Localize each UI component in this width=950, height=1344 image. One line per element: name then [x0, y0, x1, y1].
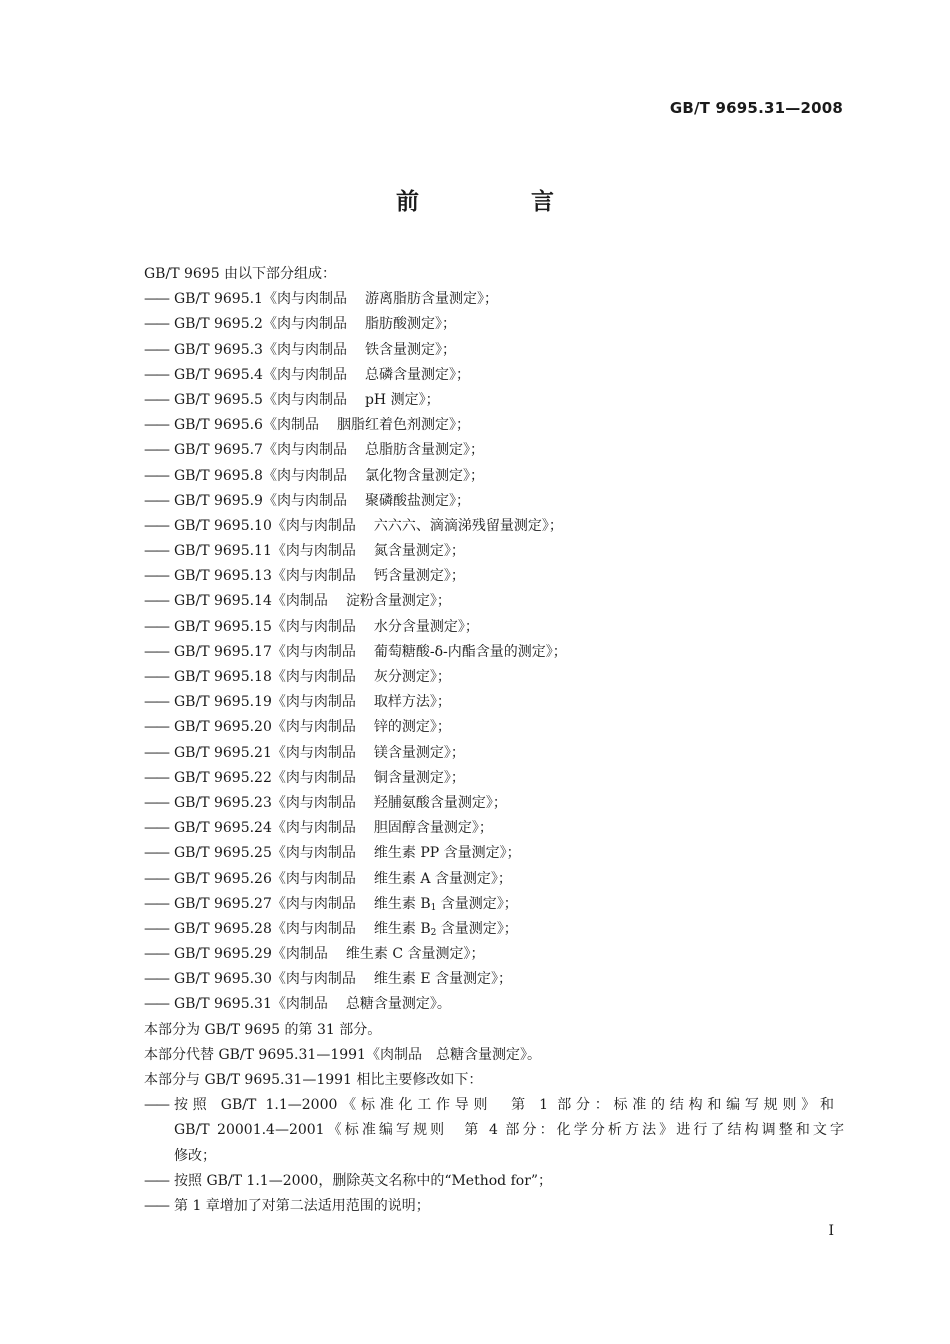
part-name: 葡萄糖酸-δ-内酯含量的测定: [373, 643, 546, 660]
close-bracket: 》；: [496, 920, 518, 937]
open-bracket: 《: [271, 794, 286, 811]
part-category: 肉与肉制品: [285, 769, 356, 786]
part-name: 维生素 A 含量测定: [373, 870, 491, 887]
close-bracket: 》；: [463, 946, 485, 963]
part-item: [144, 312, 844, 337]
statement-line: 本部分代替 GB/T 9695.31—1991《肉制品 总糖含量测定》。: [144, 1046, 541, 1063]
body-text: [144, 262, 844, 1219]
em-dash: ——: [144, 341, 168, 358]
close-bracket: 》；: [418, 391, 440, 408]
part-code: GB/T 9695.27: [174, 895, 272, 912]
part-item: [144, 287, 844, 312]
open-bracket: 《: [271, 946, 286, 963]
part-name-tail: 含量测定: [436, 920, 497, 937]
part-item: [144, 665, 844, 690]
open-bracket: 《: [271, 870, 286, 887]
part-name: 维生素 PP 含量测定: [373, 845, 500, 862]
part-code: GB/T 9695.15: [174, 618, 272, 635]
close-bracket: 》；: [443, 744, 465, 761]
em-dash: ——: [144, 1097, 168, 1114]
close-bracket: 》；: [429, 694, 451, 711]
part-code: GB/T 9695.10: [174, 517, 272, 534]
open-bracket: 《: [271, 618, 286, 635]
change-item-2: [144, 1169, 844, 1194]
open-bracket: 《: [271, 971, 286, 988]
part-category: 肉与肉制品: [276, 366, 347, 383]
part-item: [144, 539, 844, 564]
em-dash: ——: [144, 467, 168, 484]
part-name: 淀粉含量测定: [345, 593, 430, 610]
part-code: GB/T 9695.22: [174, 769, 272, 786]
part-code: GB/T 9695.3: [174, 341, 263, 358]
part-name: 总脂肪含量测定: [364, 442, 463, 459]
em-dash: ——: [144, 845, 168, 862]
part-code: GB/T 9695.28: [174, 920, 272, 937]
part-name: 维生素 C 含量测定: [345, 946, 464, 963]
part-category: 肉与肉制品: [276, 492, 347, 509]
part-name: 羟脯氨酸含量测定: [373, 794, 486, 811]
close-bracket: 》；: [443, 769, 465, 786]
part-name: 维生素 E 含量测定: [373, 971, 491, 988]
change-text: 按照 GB/T 1.1—2000《标准化工作导则 第 1 部分：标准的结构和编写规则》和: [174, 1097, 834, 1114]
open-bracket: 《: [262, 467, 277, 484]
intro-line: GB/T 9695 由以下部分组成：: [144, 266, 337, 282]
close-bracket: 》；: [434, 316, 456, 333]
part-name: 取样方法: [373, 694, 430, 711]
part-category: 肉与肉制品: [285, 669, 356, 685]
page-title: 前 言: [395, 189, 606, 215]
close-bracket: 》；: [429, 593, 451, 610]
part-item: [144, 967, 844, 992]
part-name: 铜含量测定: [373, 769, 444, 786]
em-dash: ——: [144, 946, 168, 963]
part-code: GB/T 9695.9: [174, 492, 263, 509]
part-name: 镁含量测定: [373, 744, 444, 761]
close-bracket: 》；: [541, 517, 563, 534]
part-category: 肉与肉制品: [285, 920, 356, 937]
part-code: GB/T 9695.24: [174, 820, 272, 837]
part-code: GB/T 9695.31: [174, 996, 272, 1013]
open-bracket: 《: [271, 996, 286, 1013]
part-name: 胭脂红着色剂测定: [336, 417, 449, 434]
part-category: 肉与肉制品: [285, 568, 356, 585]
close-bracket: 》；: [462, 467, 484, 484]
part-item: [144, 413, 844, 438]
close-bracket: 》；: [471, 820, 493, 837]
em-dash: ——: [144, 870, 168, 887]
close-bracket: 》；: [462, 442, 484, 459]
open-bracket: 《: [271, 568, 286, 585]
part-code: GB/T 9695.21: [174, 744, 272, 761]
open-bracket: 《: [262, 391, 277, 408]
open-bracket: 《: [262, 417, 277, 434]
em-dash: ——: [144, 794, 168, 811]
part-category: 肉与肉制品: [285, 719, 356, 736]
part-category: 肉与肉制品: [285, 971, 356, 988]
open-bracket: 《: [262, 341, 277, 358]
part-name-subscript: 1: [430, 902, 437, 913]
part-name: 水分含量测定: [373, 618, 458, 635]
change-item-1-cont: 修改；: [174, 1147, 216, 1164]
part-item: [144, 841, 844, 866]
close-bracket: 》；: [499, 845, 521, 862]
part-code: GB/T 9695.1: [174, 291, 263, 308]
part-name: 锌的测定: [373, 719, 430, 736]
part-name: 六六六、滴滴涕残留量测定: [373, 517, 542, 534]
part-code: GB/T 9695.13: [174, 568, 272, 585]
part-name: 游离脂肪含量测定: [364, 291, 477, 308]
em-dash: ——: [144, 316, 168, 333]
part-category: 肉与肉制品: [285, 794, 356, 811]
part-code: GB/T 9695.17: [174, 643, 272, 660]
part-item: [144, 464, 844, 489]
open-bracket: 《: [271, 543, 286, 560]
part-code: GB/T 9695.18: [174, 669, 272, 685]
close-bracket: 》。: [429, 996, 451, 1013]
part-item: [144, 867, 844, 892]
open-bracket: 《: [262, 366, 277, 383]
open-bracket: 《: [262, 316, 277, 333]
change-text: GB/T 20001.4—2001《标准编写规则 第 4 部分：化学分析方法》进行了结构调整和文字: [174, 1122, 844, 1139]
page-number: I: [828, 1223, 834, 1239]
change-item-3: [144, 1194, 844, 1219]
part-category: 肉与肉制品: [285, 820, 356, 837]
part-name: 铁含量测定: [364, 341, 435, 358]
part-code: GB/T 9695.6: [174, 417, 263, 434]
part-item: [144, 917, 844, 942]
close-bracket: 》；: [443, 543, 465, 560]
em-dash: ——: [144, 920, 168, 937]
part-category: 肉与肉制品: [276, 341, 347, 358]
part-code: GB/T 9695.11: [174, 543, 272, 560]
part-category: 肉制品: [276, 417, 319, 434]
change-item-1: [144, 1093, 844, 1118]
em-dash: ——: [144, 719, 168, 736]
part-category: 肉与肉制品: [285, 870, 356, 887]
close-bracket: 》；: [429, 719, 451, 736]
change-text: 第 1 章增加了对第二法适用范围的说明；: [174, 1197, 430, 1214]
part-name: 灰分测定: [373, 669, 430, 685]
part-item: [144, 816, 844, 841]
open-bracket: 《: [271, 920, 286, 937]
part-item: [144, 438, 844, 463]
em-dash: ——: [144, 391, 168, 408]
part-name: 总磷含量测定: [364, 366, 449, 383]
em-dash: ——: [144, 568, 168, 585]
part-category: 肉与肉制品: [285, 744, 356, 761]
close-bracket: 》；: [545, 643, 567, 660]
part-item: [144, 992, 844, 1017]
part-category: 肉与肉制品: [285, 845, 356, 862]
open-bracket: 《: [271, 719, 286, 736]
part-category: 肉与肉制品: [285, 543, 356, 560]
em-dash: ——: [144, 996, 168, 1013]
part-code: GB/T 9695.14: [174, 593, 272, 610]
part-code: GB/T 9695.7: [174, 442, 263, 459]
part-item: [144, 589, 844, 614]
change-item-1-cont: [144, 1118, 844, 1143]
open-bracket: 《: [262, 492, 277, 509]
part-item: [144, 892, 844, 917]
part-category: 肉与肉制品: [285, 895, 356, 912]
part-code: GB/T 9695.4: [174, 366, 263, 383]
part-item: [144, 338, 844, 363]
close-bracket: 》；: [457, 618, 479, 635]
part-name: 维生素 B: [373, 920, 431, 937]
open-bracket: 《: [271, 643, 286, 660]
em-dash: ——: [144, 971, 168, 988]
open-bracket: 《: [271, 694, 286, 711]
part-name: 总糖含量测定: [345, 996, 430, 1013]
em-dash: ——: [144, 1197, 168, 1214]
em-dash: ——: [144, 417, 168, 434]
part-code: GB/T 9695.19: [174, 694, 272, 711]
part-code: GB/T 9695.29: [174, 946, 272, 963]
part-item: [144, 640, 844, 665]
open-bracket: 《: [271, 744, 286, 761]
em-dash: ——: [144, 593, 168, 610]
em-dash: ——: [144, 1172, 168, 1189]
part-category: 肉与肉制品: [276, 391, 347, 408]
part-category: 肉与肉制品: [285, 643, 356, 660]
part-item: [144, 791, 844, 816]
part-category: 肉制品: [285, 593, 328, 610]
open-bracket: 《: [262, 442, 277, 459]
em-dash: ——: [144, 618, 168, 635]
close-bracket: 》；: [448, 417, 470, 434]
em-dash: ——: [144, 669, 168, 685]
em-dash: ——: [144, 291, 168, 308]
open-bracket: 《: [271, 769, 286, 786]
close-bracket: 》；: [429, 669, 451, 685]
part-category: 肉与肉制品: [285, 618, 356, 635]
part-category: 肉与肉制品: [276, 291, 347, 308]
close-bracket: 》；: [496, 895, 518, 912]
part-category: 肉与肉制品: [285, 517, 356, 534]
part-code: GB/T 9695.5: [174, 391, 263, 408]
part-name: 聚磷酸盐测定: [364, 492, 449, 509]
open-bracket: 《: [271, 517, 286, 534]
part-code: GB/T 9695.8: [174, 467, 263, 484]
part-category: 肉制品: [285, 946, 328, 963]
part-category: 肉与肉制品: [276, 442, 347, 459]
part-code: GB/T 9695.20: [174, 719, 272, 736]
part-item: [144, 741, 844, 766]
em-dash: ——: [144, 442, 168, 459]
em-dash: ——: [144, 895, 168, 912]
part-code: GB/T 9695.26: [174, 870, 272, 887]
parts-list: [144, 287, 844, 1017]
part-item: [144, 690, 844, 715]
close-bracket: 》；: [491, 971, 512, 988]
part-item: [144, 363, 844, 388]
part-category: 肉制品: [285, 996, 328, 1013]
part-name-subscript: 2: [430, 927, 437, 938]
open-bracket: 《: [271, 669, 286, 685]
em-dash: ——: [144, 543, 168, 560]
em-dash: ——: [144, 517, 168, 534]
open-bracket: 《: [271, 820, 286, 837]
part-item: [144, 942, 844, 967]
part-code: GB/T 9695.30: [174, 971, 272, 988]
part-code: GB/T 9695.23: [174, 794, 272, 811]
change-text: 按照 GB/T 1.1—2000，删除英文名称中的“Method for”；: [174, 1172, 553, 1189]
em-dash: ——: [144, 769, 168, 786]
statement-line: 本部分为 GB/T 9695 的第 31 部分。: [144, 1021, 382, 1038]
part-category: 肉与肉制品: [276, 316, 347, 333]
close-bracket: 》；: [485, 794, 507, 811]
part-item: [144, 514, 844, 539]
close-bracket: 》；: [448, 492, 470, 509]
open-bracket: 《: [271, 845, 286, 862]
part-item: [144, 615, 844, 640]
em-dash: ——: [144, 643, 168, 660]
part-category: 肉与肉制品: [285, 694, 356, 711]
statement-line: 本部分与 GB/T 9695.31—1991 相比主要修改如下：: [144, 1072, 483, 1088]
part-category: 肉与肉制品: [276, 467, 347, 484]
em-dash: ——: [144, 694, 168, 711]
part-item: [144, 564, 844, 589]
part-item: [144, 489, 844, 514]
part-code: GB/T 9695.2: [174, 316, 263, 333]
em-dash: ——: [144, 492, 168, 509]
open-bracket: 《: [271, 895, 286, 912]
part-item: [144, 388, 844, 413]
close-bracket: 》；: [443, 568, 465, 585]
em-dash: ——: [144, 744, 168, 761]
part-item: [144, 715, 844, 740]
part-name: pH 测定: [364, 391, 419, 408]
close-bracket: 》；: [434, 341, 456, 358]
part-name: 胆固醇含量测定: [373, 820, 472, 837]
part-name: 脂肪酸测定: [364, 316, 435, 333]
close-bracket: 》；: [490, 870, 512, 887]
open-bracket: 《: [262, 291, 277, 308]
open-bracket: 《: [271, 593, 286, 610]
close-bracket: 》；: [476, 291, 498, 308]
document-code: GB/T 9695.31—2008: [669, 99, 843, 117]
part-name: 维生素 B: [373, 895, 431, 912]
close-bracket: 》；: [448, 366, 470, 383]
em-dash: ——: [144, 366, 168, 383]
part-code: GB/T 9695.25: [174, 845, 272, 862]
part-name: 氮含量测定: [373, 543, 444, 560]
part-name-tail: 含量测定: [436, 895, 497, 912]
em-dash: ——: [144, 820, 168, 837]
part-item: [144, 766, 844, 791]
part-name: 钙含量测定: [373, 568, 444, 585]
part-name: 氯化物含量测定: [364, 467, 463, 484]
